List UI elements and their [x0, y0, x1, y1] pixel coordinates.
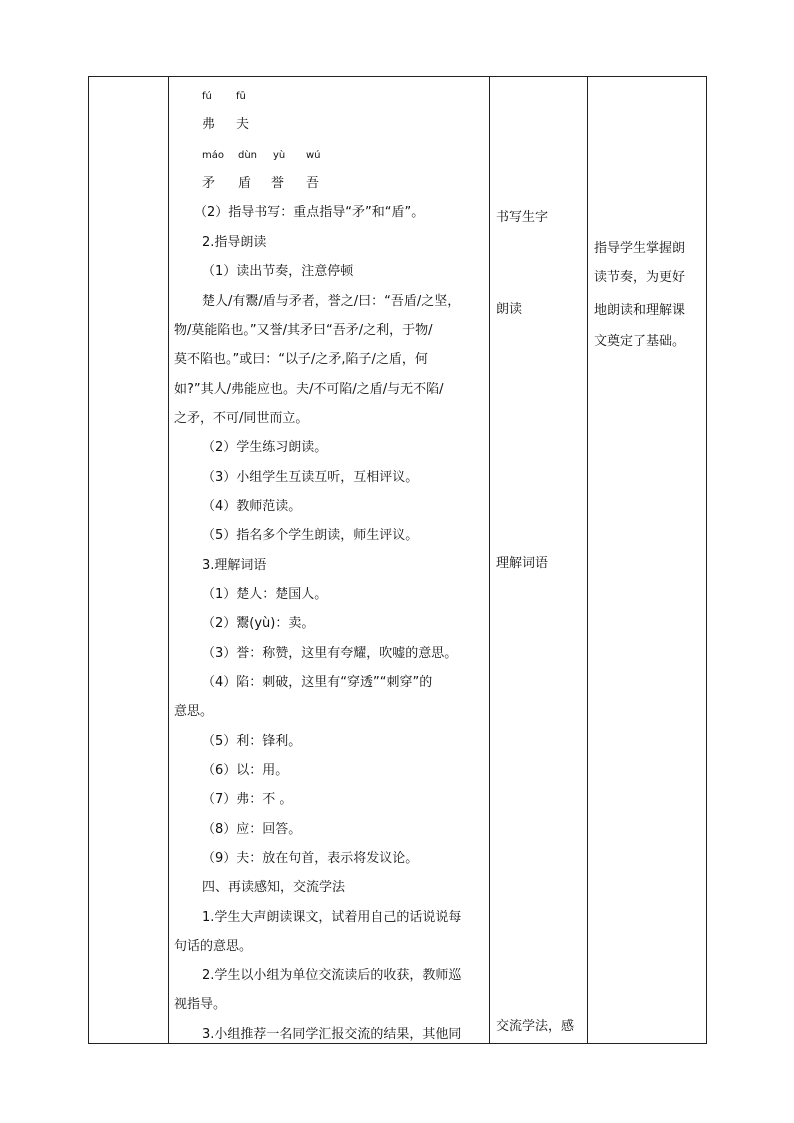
- content-line: 如?”其人/弗能应也。夫/不可陷/之盾/与无不陷/: [174, 382, 444, 397]
- content-line: 莫不陷也。”或曰：“以子/之矛,陷子/之盾，何: [174, 352, 428, 367]
- content-line: 1.学生大声朗读课文，试着用自己的话说说每: [202, 910, 462, 925]
- content-line: 句话的意思。: [174, 939, 253, 954]
- content-line: 2.指导朗读: [202, 235, 267, 250]
- character: 弗: [202, 117, 216, 132]
- purpose-line: 读节奏，为更好: [594, 270, 686, 285]
- content-line: （2）鬻(yù)：卖。: [202, 616, 315, 631]
- activity-label: 理解词语: [496, 556, 549, 571]
- content-line: （3）小组学生互读互听，互相评议。: [202, 470, 419, 485]
- pinyin: yù: [273, 150, 286, 161]
- character: 夫: [236, 117, 250, 132]
- purpose-line: 文奠定了基础。: [594, 334, 686, 349]
- content-line: （2）学生练习朗读。: [202, 440, 328, 455]
- pinyin: wú: [306, 150, 321, 161]
- pinyin: máo: [202, 150, 224, 161]
- character: 誉: [271, 176, 285, 191]
- column-divider: [489, 77, 490, 1043]
- content-line: 物/莫能陷也。”又誉/其矛曰“吾矛/之利，于物/: [174, 323, 433, 338]
- column-divider: [587, 77, 588, 1043]
- character: 矛: [202, 176, 216, 191]
- content-line: （7）弗：不 。: [202, 792, 293, 807]
- content-line: 3.理解词语: [202, 558, 267, 573]
- column-divider: [168, 77, 169, 1043]
- content-line: 楚人/有鬻/盾与矛者，誉之/曰：“吾盾/之坚，: [202, 294, 461, 309]
- content-line: （8）应：回答。: [202, 822, 302, 837]
- content-line: 视指导。: [174, 997, 227, 1012]
- content-line: （2）指导书写：重点指导“矛”和“盾”。: [194, 205, 425, 220]
- content-line: （1）楚人：楚国人。: [202, 587, 328, 602]
- purpose-line: 指导学生掌握朗: [594, 241, 686, 256]
- pinyin: fū: [236, 91, 246, 102]
- content-line: （5）指名多个学生朗读，师生评议。: [202, 528, 419, 543]
- content-line: （3）誉：称赞，这里有夸耀，吹嘘的意思。: [202, 646, 458, 661]
- character: 盾: [238, 176, 252, 191]
- content-line: （6）以：用。: [202, 763, 289, 778]
- content-line: （4）教师范读。: [202, 499, 302, 514]
- purpose-line: 地朗读和理解课: [594, 303, 686, 318]
- character: 吾: [306, 176, 320, 191]
- activity-label: 交流学法，感: [496, 1019, 575, 1034]
- pinyin: dùn: [238, 150, 258, 161]
- content-line: 之矛，不可/同世而立。: [174, 411, 309, 426]
- pinyin: fú: [202, 91, 212, 102]
- content-line: （9）夫：放在句首，表示将发议论。: [202, 851, 419, 866]
- content-line: 意思。: [174, 704, 214, 719]
- content-line: （4）陷：刺破，这里有“穿透”“刺穿”的: [202, 675, 433, 690]
- content-line: 四、再读感知，交流学法: [202, 880, 346, 895]
- activity-label: 朗读: [496, 302, 523, 317]
- content-line: （1）读出节奏，注意停顿: [202, 264, 354, 279]
- content-line: 3.小组推荐一名同学汇报交流的结果，其他同: [202, 1027, 462, 1042]
- content-line: （5）利：锋利。: [202, 734, 302, 749]
- activity-label: 书写生字: [496, 210, 549, 225]
- content-line: 2.学生以小组为单位交流读后的收获，教师巡: [202, 968, 462, 983]
